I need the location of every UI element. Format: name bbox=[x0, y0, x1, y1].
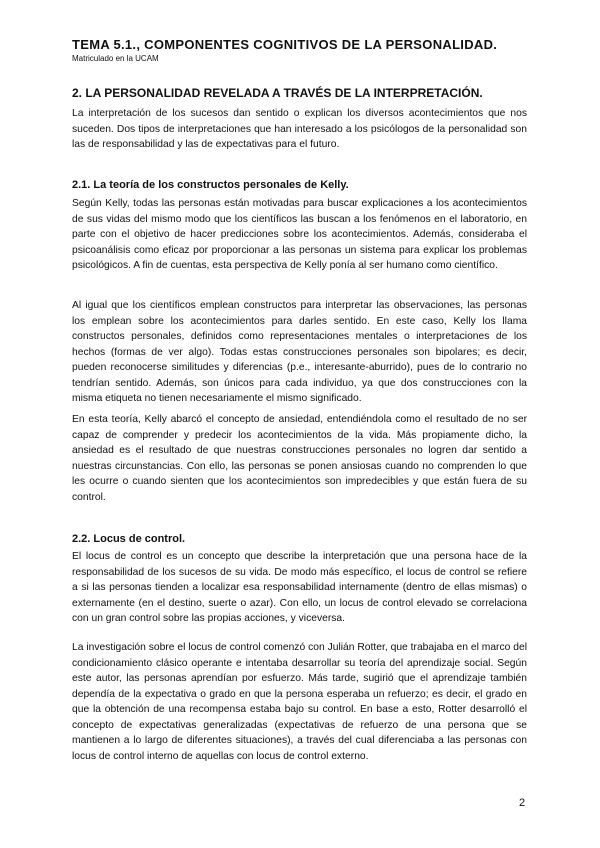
section-intro-paragraph: La interpretación de los sucesos dan sentido o explican los diversos acontecimientos que nos suceden. Dos tipos de interpretaciones que han interesado a los psicólogos de la personalidad son las de responsabilidad y las de expectativas para el futuro. bbox=[72, 108, 527, 150]
page-number: 2 bbox=[519, 797, 526, 809]
locus-paragraph-1: El locus de control es un concepto que describe la interpretación que una persona hace de la responsabilidad de los sucesos de su vida. De modo más específico, el locus de control se refiere a si las personas tienden a localizar esa responsabilidad internamente (dentro de ellas mismas) o externamente (en el destino, suerte o azar). Con ello, un locus de control elevado se correlaciona con un gran control sobre las propias acciones, y viceversa. bbox=[72, 551, 527, 624]
kelly-paragraph-2: Al igual que los científicos emplean constructos para interpretar las observaciones, las personas los emplean sobre los acontecimientos para darles sentido. En este caso, Kelly los llama constructos personales, definidos como representaciones mentales o interpretaciones de los hechos (formas de ver algo). Todas estas construcciones personales son bipolares; es decir, pueden reconocerse similitudes y diferencias (p.e., interesante-aburrido), pues de lo contrario no tendrían sentido. Además, son únicos para cada individuo, ya que dos construcciones con la misma etiqueta no tienen necesariamente el mismo significado. bbox=[72, 300, 527, 404]
kelly-paragraph-3: En esta teoría, Kelly abarcó el concepto de ansiedad, entendiéndola como el resultado de no ser capaz de comprender y predecir los acontecimientos de la vida. Más propiamente dicho, la ansiedad es el resultado de que nuestras construcciones personales no logren dar sentido a nuestras circunstancias. Con ello, las personas se ponen ansiosas cuando no comprenden lo que les ocurre o cuando sienten que los acontecimientos son impredecibles y que están fuera de su control. bbox=[72, 414, 527, 503]
subsection-heading-locus: 2.2. Locus de control. bbox=[72, 533, 186, 545]
kelly-paragraph-1: Según Kelly, todas las personas están motivadas para buscar explicaciones a los acontecimientos de sus vidas del mismo modo que los científicos las buscan a los fenómenos en el laboratorio, en parte con el objetivo de hacer predicciones sobre los acontecimientos. Además, consideraba el psicoanálisis como eficaz por proporcionar a las personas un sistema para explicar los problemas psicológicos. A fin de cuentas, esta perspectiva de Kelly ponía al ser humano como científico. bbox=[72, 198, 527, 271]
locus-paragraph-2: La investigación sobre el locus de control comenzó con Julián Rotter, que trabajaba en el marco del condicionamiento clásico operante e intentaba desarrollar su teoría del aprendizaje social. Según este autor, las personas aprendían por esfuerzo. Más tarde, sugirió que el aprendizaje también dependía de la expectativa o grado en que la persona esperaba un refuerzo; es decir, el grado en que la obtención de una recompensa estaba bajo su control. En base a esto, Rotter desarrolló el concepto de expectativas generalizadas (expectativas de refuerzo de una persona que se mantienen a lo largo de diferentes situaciones), a través del cual diferenciaba a las personas con locus de control interno de aquellas con locus de control externo. bbox=[72, 642, 527, 762]
document-subtitle: Matriculado en la UCAM bbox=[72, 54, 159, 63]
document-title: TEMA 5.1., COMPONENTES COGNITIVOS DE LA PERSONALIDAD. bbox=[72, 37, 498, 52]
subsection-heading-kelly: 2.1. La teoría de los constructos personales de Kelly. bbox=[72, 179, 349, 191]
section-heading: 2. LA PERSONALIDAD REVELADA A TRAVÉS DE LA INTERPRETACIÓN. bbox=[72, 86, 483, 100]
